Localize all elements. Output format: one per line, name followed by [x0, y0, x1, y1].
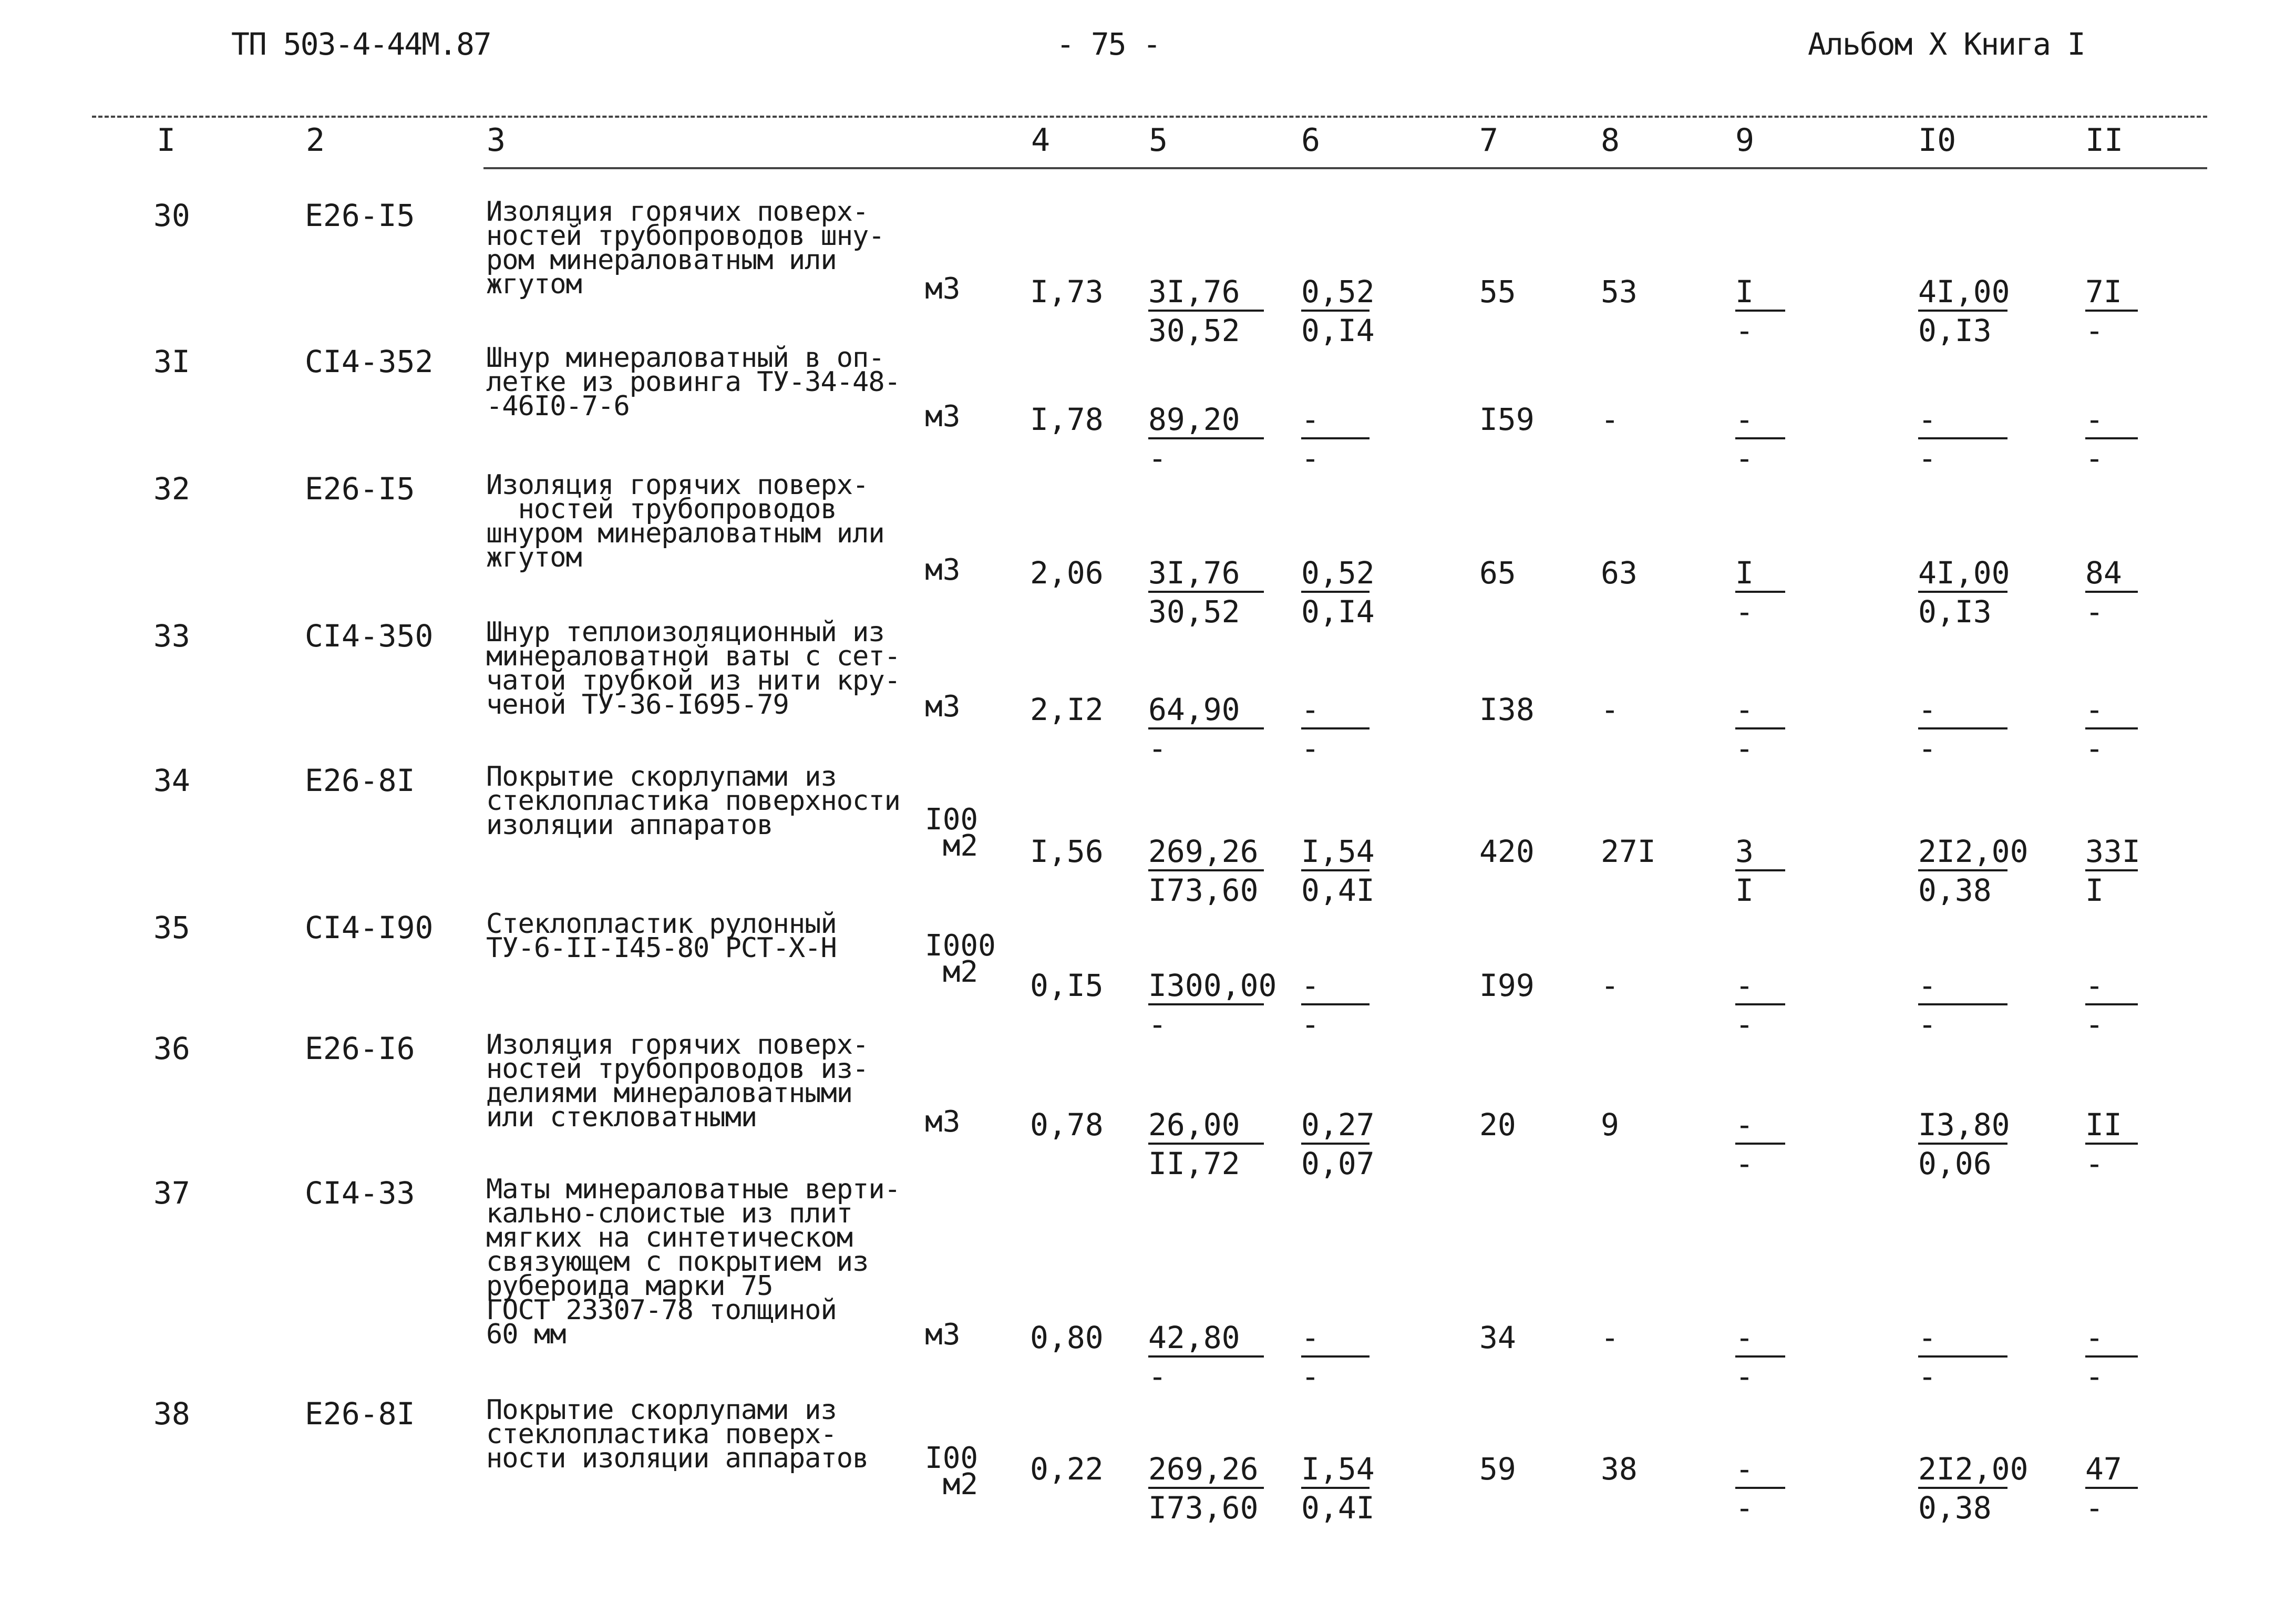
price-code: СI4-33: [305, 1175, 415, 1211]
column-9-fraction: [1735, 1453, 1785, 1524]
column-9-fraction: [1735, 557, 1785, 628]
unit-cost-wages: I73,60: [1148, 872, 1259, 908]
labor-upper: 2I2,00: [1918, 1453, 2007, 1489]
labor-upper: I3,80: [1918, 1109, 2007, 1145]
labor-total-upper: 7I: [2085, 276, 2138, 312]
labor-fraction: [1918, 1322, 2007, 1392]
labor-total-lower: -: [2085, 731, 2104, 766]
work-description: Шнур минераловатный в оп- летке из ровинга ТУ-34-48- -46I0-7-6: [486, 342, 900, 422]
work-description: Покрытие скорлупами из стеклопластика поверхности изоляции аппаратов: [486, 761, 900, 841]
unit-cost-total: 42,80: [1148, 1322, 1264, 1358]
machine-cost-fraction: [1301, 555, 1375, 630]
labor-total-upper: -: [2085, 404, 2138, 439]
column-header-11: II: [2085, 122, 2124, 159]
column-header-4: 4: [1031, 122, 1051, 159]
total-cost: 34: [1479, 1320, 1516, 1355]
labor-fraction: [1918, 555, 2010, 630]
labor-upper: -: [1918, 404, 2007, 439]
unit-of-measure: I000 м2: [925, 929, 996, 989]
table-row: [0, 196, 2296, 348]
unit-cost-total: I300,00: [1148, 970, 1264, 1005]
labor-total-fraction: [2085, 557, 2138, 628]
unit-cost-wages: -: [1148, 440, 1167, 476]
machine-cost-fraction: [1301, 694, 1370, 764]
work-description: Стеклопластик рулонный ТУ-6-II-I45-80 РСТ-Х-Н: [486, 908, 837, 964]
table-top-rule: [92, 116, 2207, 118]
labor-total-upper: 47: [2085, 1453, 2138, 1489]
labor-upper: -: [1918, 1322, 2007, 1358]
unit-cost-total: 3I,76: [1148, 276, 1264, 312]
machine-cost-wages: 0,4I: [1301, 1490, 1375, 1526]
labor-lower: 0,06: [1918, 1146, 1992, 1181]
total-wages: -: [1601, 1320, 1619, 1355]
unit-cost-wages: 30,52: [1148, 313, 1240, 348]
column-9-upper: -: [1735, 1453, 1785, 1489]
labor-total-upper: 84: [2085, 557, 2138, 593]
table-row: [0, 616, 2296, 766]
machine-cost-wages: 0,I4: [1301, 313, 1375, 348]
unit-cost-fraction: [1148, 1322, 1264, 1392]
table-row: [0, 761, 2296, 911]
labor-total-fraction: [2085, 1453, 2138, 1524]
machine-cost-total: I,54: [1301, 836, 1370, 871]
quantity: 2,06: [1030, 555, 1104, 591]
price-code: СI4-352: [305, 344, 434, 379]
column-9-upper: I: [1735, 276, 1785, 312]
column-header-7: 7: [1479, 122, 1499, 159]
total-cost: 20: [1479, 1107, 1516, 1143]
labor-total-lower: -: [2085, 1359, 2104, 1394]
table-row: [0, 1029, 2296, 1181]
labor-total-fraction: [2085, 404, 2138, 474]
total-wages: 27I: [1601, 834, 1656, 869]
total-cost: 59: [1479, 1451, 1516, 1487]
price-code: СI4-350: [305, 618, 434, 654]
column-header-10: I0: [1918, 122, 1957, 159]
row-number: 37: [153, 1175, 190, 1211]
labor-fraction: [1918, 694, 2007, 764]
column-header-9: 9: [1735, 122, 1755, 159]
machine-cost-fraction: [1301, 1451, 1375, 1526]
column-9-upper: 3: [1735, 836, 1785, 871]
unit-of-measure: м3: [925, 1318, 961, 1352]
price-code: Е26-8I: [305, 1396, 415, 1432]
unit-cost-total: 269,26: [1148, 836, 1264, 871]
column-9-fraction: [1735, 836, 1785, 906]
quantity: I,56: [1030, 834, 1104, 869]
work-description: Изоляция горячих поверх- ностей трубопроводов шнуром минераловатным или жгутом: [486, 469, 884, 573]
unit-cost-wages: I73,60: [1148, 1490, 1259, 1526]
labor-fraction: [1918, 1451, 2029, 1526]
total-wages: 63: [1601, 555, 1638, 591]
machine-cost-wages: 0,I4: [1301, 594, 1375, 630]
row-number: 36: [153, 1031, 190, 1066]
machine-cost-total: -: [1301, 1322, 1370, 1358]
total-wages: 38: [1601, 1451, 1638, 1487]
unit-cost-fraction: [1148, 557, 1264, 628]
column-9-lower: -: [1735, 731, 1754, 766]
unit-cost-fraction: [1148, 276, 1264, 346]
unit-cost-wages: -: [1148, 1006, 1167, 1042]
quantity: 0,I5: [1030, 968, 1104, 1003]
labor-total-fraction: [2085, 276, 2138, 346]
unit-cost-wages: 30,52: [1148, 594, 1240, 630]
labor-total-lower: -: [2085, 1146, 2104, 1181]
total-wages: 9: [1601, 1107, 1619, 1143]
column-header-6: 6: [1301, 122, 1321, 159]
row-number: 35: [153, 910, 190, 945]
quantity: 2,I2: [1030, 692, 1104, 727]
labor-total-upper: 33I: [2085, 836, 2138, 871]
work-description: Изоляция горячих поверх- ностей трубопроводов шну- ром минераловатным или жгутом: [486, 196, 884, 300]
column-9-lower: -: [1735, 1146, 1754, 1181]
machine-cost-fraction: [1301, 1322, 1370, 1392]
unit-cost-fraction: [1148, 968, 1277, 1042]
labor-lower: -: [1918, 440, 1937, 476]
total-cost: I38: [1479, 692, 1535, 727]
total-wages: -: [1601, 968, 1619, 1003]
column-header-8: 8: [1601, 122, 1620, 159]
unit-of-measure: I00 м2: [925, 803, 979, 863]
labor-total-lower: -: [2085, 594, 2104, 630]
labor-total-fraction: [2085, 694, 2138, 764]
column-9-upper: -: [1735, 970, 1785, 1005]
machine-cost-fraction: [1301, 274, 1375, 348]
machine-cost-total: 0,27: [1301, 1109, 1370, 1145]
page-number: - 75 -: [1056, 26, 1160, 62]
row-number: 30: [153, 198, 190, 233]
unit-cost-total: 64,90: [1148, 694, 1264, 729]
unit-cost-wages: -: [1148, 731, 1167, 766]
unit-cost-fraction: [1148, 694, 1264, 764]
album-book-label: Альбом Х Книга I: [1808, 26, 2085, 62]
machine-cost-wages: -: [1301, 440, 1320, 476]
labor-lower: 0,I3: [1918, 313, 1992, 348]
machine-cost-wages: -: [1301, 1006, 1320, 1042]
quantity: I,78: [1030, 402, 1104, 437]
column-9-lower: -: [1735, 594, 1754, 630]
labor-upper: -: [1918, 970, 2007, 1005]
machine-cost-fraction: [1301, 834, 1375, 908]
unit-of-measure: м3: [925, 553, 961, 587]
unit-cost-fraction: [1148, 1453, 1264, 1524]
price-code: Е26-I5: [305, 198, 415, 233]
labor-upper: -: [1918, 694, 2007, 729]
unit-cost-total: 26,00: [1148, 1109, 1264, 1145]
column-header-2: 2: [306, 122, 325, 159]
price-code: СI4-I90: [305, 910, 434, 945]
labor-total-fraction: [2085, 970, 2138, 1040]
unit-of-measure: м3: [925, 690, 961, 724]
row-number: 3I: [153, 344, 190, 379]
machine-cost-wages: 0,4I: [1301, 872, 1375, 908]
labor-total-upper: -: [2085, 694, 2138, 729]
labor-lower: 0,38: [1918, 1490, 1992, 1526]
column-9-lower: -: [1735, 1359, 1754, 1394]
machine-cost-total: -: [1301, 404, 1370, 439]
labor-upper: 4I,00: [1918, 557, 2007, 593]
column-9-lower: -: [1735, 1490, 1754, 1526]
column-9-lower: -: [1735, 1006, 1754, 1042]
row-number: 38: [153, 1396, 190, 1432]
quantity: I,73: [1030, 274, 1104, 310]
price-code: Е26-8I: [305, 763, 415, 798]
quantity: 0,22: [1030, 1451, 1104, 1487]
work-description: Маты минераловатные верти- кально-слоистые из плит мягких на синтетическом связующем с покрытием из рубероида марки 75 ГОСТ 23307-78 толщиной 60 мм: [486, 1174, 900, 1350]
column-9-lower: -: [1735, 313, 1754, 348]
labor-fraction: [1918, 404, 2007, 474]
total-wages: -: [1601, 402, 1619, 437]
labor-fraction: [1918, 274, 2010, 348]
machine-cost-wages: -: [1301, 731, 1320, 766]
machine-cost-fraction: [1301, 970, 1370, 1040]
column-header-1: I: [157, 122, 176, 159]
machine-cost-total: -: [1301, 694, 1370, 729]
column-9-fraction: [1735, 970, 1785, 1040]
machine-cost-wages: 0,07: [1301, 1146, 1375, 1181]
machine-cost-fraction: [1301, 1107, 1375, 1181]
total-cost: 55: [1479, 274, 1516, 310]
column-9-upper: -: [1735, 694, 1785, 729]
work-description: Покрытие скорлупами из стеклопластика поверх- ности изоляции аппаратов: [486, 1394, 869, 1474]
column-header-5: 5: [1149, 122, 1168, 159]
column-9-lower: I: [1735, 872, 1754, 908]
labor-fraction: [1918, 970, 2007, 1040]
work-description: Изоляция горячих поверх- ностей трубопроводов из- делиями минераловатными или стекловатными: [486, 1029, 869, 1133]
total-cost: I59: [1479, 402, 1535, 437]
column-9-upper: I: [1735, 557, 1785, 593]
document-code: ТП 503-4-44М.87: [231, 26, 491, 62]
unit-cost-total: 89,20: [1148, 404, 1264, 439]
table-row: [0, 469, 2296, 630]
column-9-lower: -: [1735, 440, 1754, 476]
total-wages: 53: [1601, 274, 1638, 310]
total-wages: -: [1601, 692, 1619, 727]
labor-lower: 0,38: [1918, 872, 1992, 908]
column-9-upper: -: [1735, 1322, 1785, 1358]
unit-cost-fraction: [1148, 404, 1264, 474]
work-description: Шнур теплоизоляционный из минераловатной ваты с сет- чатой трубкой из нити кру- ченой ТУ-36-I695-79: [486, 616, 900, 721]
total-cost: I99: [1479, 968, 1535, 1003]
labor-total-lower: -: [2085, 440, 2104, 476]
unit-cost-wages: -: [1148, 1359, 1167, 1394]
labor-total-lower: -: [2085, 313, 2104, 348]
column-header-3: 3: [487, 122, 506, 159]
quantity: 0,78: [1030, 1107, 1104, 1143]
labor-total-upper: -: [2085, 970, 2138, 1005]
machine-cost-total: -: [1301, 970, 1370, 1005]
labor-lower: 0,I3: [1918, 594, 1992, 630]
unit-cost-fraction: [1148, 1109, 1264, 1179]
labor-total-lower: -: [2085, 1006, 2104, 1042]
labor-fraction: [1918, 834, 2029, 908]
column-9-fraction: [1735, 404, 1785, 474]
labor-total-fraction: [2085, 836, 2138, 906]
unit-cost-fraction: [1148, 836, 1264, 906]
table-row: [0, 1174, 2296, 1394]
machine-cost-total: 0,52: [1301, 276, 1370, 312]
machine-cost-fraction: [1301, 404, 1370, 474]
price-code: Е26-I5: [305, 471, 415, 507]
unit-of-measure: м3: [925, 1105, 961, 1139]
row-number: 34: [153, 763, 190, 798]
machine-cost-wages: -: [1301, 1359, 1320, 1394]
labor-fraction: [1918, 1107, 2010, 1181]
unit-of-measure: м3: [925, 272, 961, 306]
labor-lower: -: [1918, 1006, 1937, 1042]
labor-total-upper: -: [2085, 1322, 2138, 1358]
unit-of-measure: м3: [925, 399, 961, 434]
column-9-fraction: [1735, 694, 1785, 764]
column-9-fraction: [1735, 1322, 1785, 1392]
labor-total-lower: -: [2085, 1490, 2104, 1526]
quantity: 0,80: [1030, 1320, 1104, 1355]
column-9-upper: -: [1735, 404, 1785, 439]
column-9-fraction: [1735, 1109, 1785, 1179]
row-number: 33: [153, 618, 190, 654]
table-row: [0, 1394, 2296, 1544]
labor-total-lower: I: [2085, 872, 2104, 908]
labor-total-fraction: [2085, 1109, 2138, 1179]
labor-lower: -: [1918, 731, 1937, 766]
unit-of-measure: I00 м2: [925, 1441, 979, 1502]
table-row: [0, 342, 2296, 492]
column-9-upper: -: [1735, 1109, 1785, 1145]
price-code: Е26-I6: [305, 1031, 415, 1066]
unit-cost-wages: II,72: [1148, 1146, 1240, 1181]
total-cost: 420: [1479, 834, 1535, 869]
labor-upper: 4I,00: [1918, 276, 2007, 312]
labor-total-fraction: [2085, 1322, 2138, 1392]
labor-lower: -: [1918, 1359, 1937, 1394]
unit-cost-total: 269,26: [1148, 1453, 1264, 1489]
machine-cost-total: 0,52: [1301, 557, 1370, 593]
total-cost: 65: [1479, 555, 1516, 591]
machine-cost-total: I,54: [1301, 1453, 1370, 1489]
table-header-rule: [483, 167, 2207, 169]
row-number: 32: [153, 471, 190, 507]
unit-cost-total: 3I,76: [1148, 557, 1264, 593]
labor-upper: 2I2,00: [1918, 836, 2007, 871]
labor-total-upper: II: [2085, 1109, 2138, 1145]
column-9-fraction: [1735, 276, 1785, 346]
